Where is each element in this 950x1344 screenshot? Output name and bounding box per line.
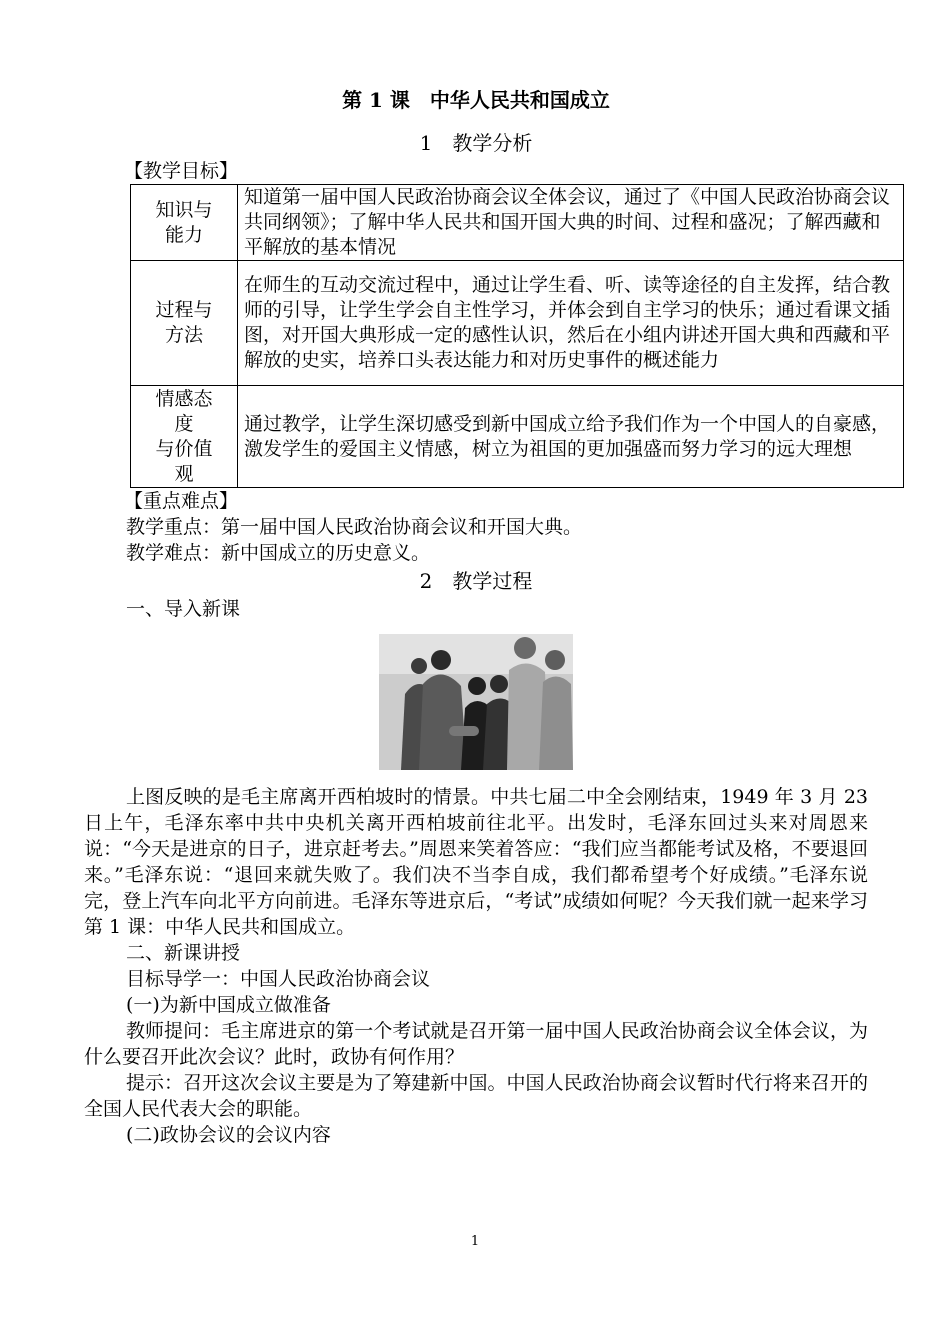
section2-title: 2 教学过程 bbox=[419, 569, 533, 593]
section1-title: 1 教学分析 bbox=[419, 131, 533, 155]
goal-content: 知道第一届中国人民政治协商会议全体会议，通过了《中国人民政治协商会议共同纲领》；了解中华人民共和国开国大典的时间、过程和盛况；了解西藏和平解放的基本情况 bbox=[238, 185, 904, 261]
page-number: 1 bbox=[470, 1234, 480, 1249]
key-heading: 【重点难点】 bbox=[124, 490, 239, 512]
goal-label: 情感态 度 与价值 观 bbox=[131, 386, 238, 488]
difficult-point: 教学难点：新中国成立的历史意义。 bbox=[126, 542, 431, 564]
part1-heading: 一、导入新课 bbox=[126, 598, 241, 620]
target1-heading: 目标导学一：中国人民政治协商会议 bbox=[126, 968, 431, 990]
key-point: 教学重点：第一届中国人民政治协商会议和开国大典。 bbox=[126, 516, 583, 538]
table-row bbox=[131, 261, 904, 386]
hint-paragraph: 提示：召开这次会议主要是为了筹建新中国。中国人民政治协商会议暂时代行将来召开的全国人民代表大会的职能。 bbox=[84, 1072, 868, 1120]
document-page bbox=[84, 82, 891, 1148]
part2-heading: 二、新课讲授 bbox=[126, 942, 241, 964]
lesson-title: 第 1 课 中华人民共和国成立 bbox=[342, 88, 610, 112]
goal-label: 知识与 能力 bbox=[131, 185, 238, 261]
table-row bbox=[131, 185, 904, 261]
historical-photo bbox=[379, 634, 573, 770]
table-row bbox=[131, 386, 904, 488]
goal-content: 通过教学，让学生深切感受到新中国成立给予我们作为一个中国人的自豪感，激发学生的爱国主义情感，树立为祖国的更加强盛而努力学习的远大理想 bbox=[238, 386, 904, 488]
intro-paragraph: 上图反映的是毛主席离开西柏坡时的情景。中共七届二中全会刚结束，1949 年 3 月 23 日上午，毛泽东率中共中央机关离开西柏坡前往北平。出发时，毛泽东回过头来对周恩来说：“今天是进京的日子，进京赶考去。”周恩来笑着答应：“我们应当都能考试及格，不要退回来。”毛泽东说：“退回来就失败了。我们决不当李自成，我们都希望考个好成绩。”毛泽东说完，登上汽车向北平方向前进。毛泽东等进京后，“考试”成绩如何呢？今天我们就一起来学习第 1 课：中华人民共和国成立。 bbox=[84, 786, 868, 938]
goals-heading: 【教学目标】 bbox=[124, 160, 239, 182]
teacher-question: 教师提问：毛主席进京的第一个考试就是召开第一届中国人民政治协商会议全体会议，为什么要召开此次会议？此时，政协有何作用？ bbox=[84, 1020, 868, 1068]
goal-label: 过程与 方法 bbox=[131, 261, 238, 386]
goals-table bbox=[130, 184, 904, 488]
sub2-heading: (二)政协会议的会议内容 bbox=[126, 1124, 331, 1146]
goal-content: 在师生的互动交流过程中，通过让学生看、听、读等途径的自主发挥，结合教师的引导，让学生学会自主性学习，并体会到自主学习的快乐；通过看课文插图，对开国大典形成一定的感性认识，然后在小组内讲述开国大典和西藏和平解放的史实，培养口头表达能力和对历史事件的概述能力 bbox=[238, 261, 904, 386]
sub1-heading: (一)为新中国成立做准备 bbox=[126, 994, 331, 1016]
photo-illustration bbox=[379, 634, 573, 770]
